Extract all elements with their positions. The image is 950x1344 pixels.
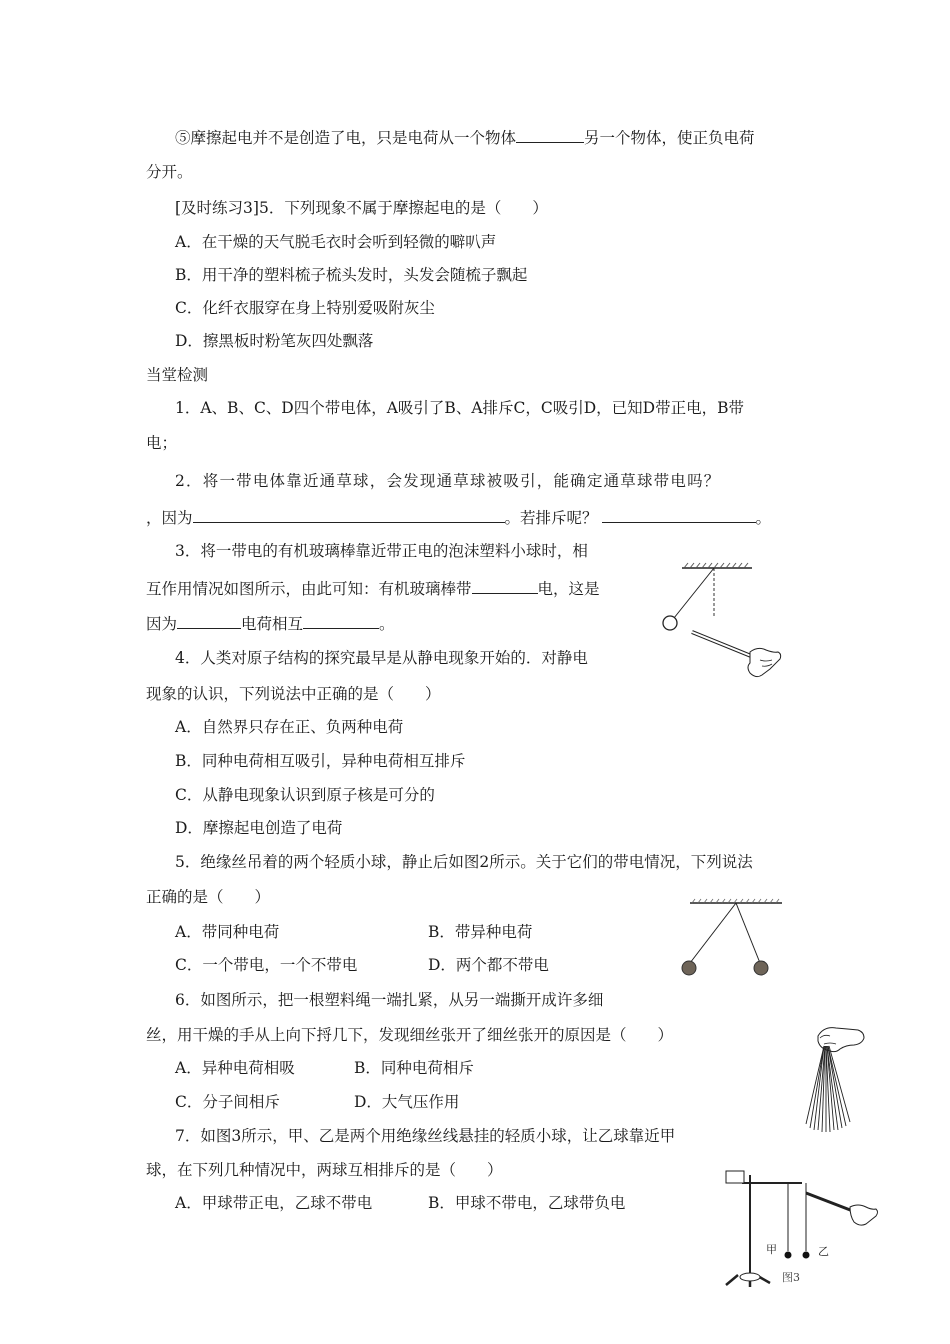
label-jia: 甲 bbox=[766, 1243, 777, 1256]
q4-option-d: D．摩擦起电创造了电荷 bbox=[175, 819, 343, 837]
text: 。 bbox=[379, 615, 395, 633]
q6-option-b: B．同种电荷相斥 bbox=[354, 1059, 474, 1077]
q5-line2: 正确的是（ ） bbox=[146, 888, 271, 906]
answer-blank[interactable] bbox=[193, 506, 505, 523]
q4-line1: 4．人类对原子结构的探究最早是从静电现象开始的．对静电 bbox=[175, 649, 588, 667]
q4-option-b: B．同种电荷相互吸引，异种电荷相互排斥 bbox=[175, 752, 466, 770]
q6-option-a: A．异种电荷相吸 bbox=[175, 1059, 295, 1077]
figure-rod-repels-ball bbox=[650, 560, 790, 690]
text: 因为 bbox=[146, 615, 178, 633]
q3-line1: 3．将一带电的有机玻璃棒靠近带正电的泡沫塑料小球时，相 bbox=[175, 542, 588, 560]
q5-option-c: C．一个带电，一个不带电 bbox=[175, 956, 358, 974]
q2-line1: 2．将一带电体靠近通草球，会发现通草球被吸引，能确定通草球带电吗？ bbox=[175, 472, 721, 490]
text: 互作用情况如图所示，由此可知：有机玻璃棒带 bbox=[146, 580, 472, 598]
practice-option-c: C．化纤衣服穿在身上特别爱吸附灰尘 bbox=[175, 299, 435, 317]
text: 电荷相互 bbox=[241, 615, 304, 633]
q2-line2 bbox=[146, 506, 771, 528]
text: ，因为 bbox=[146, 509, 193, 527]
section-heading: 当堂检测 bbox=[146, 366, 209, 384]
answer-blank[interactable] bbox=[472, 577, 538, 594]
q-friction-line2: 分开。 bbox=[146, 163, 193, 181]
figure-caption: 图3 bbox=[782, 1271, 800, 1284]
q3-line2 bbox=[146, 577, 600, 599]
q6-line1: 6．如图所示，把一根塑料绳一端扎紧，从另一端撕开成许多细 bbox=[175, 991, 604, 1009]
practice-option-d: D．擦黑板时粉笔灰四处飘落 bbox=[175, 332, 374, 350]
q7-line1: 7．如图3所示，甲、乙是两个用绝缘丝线悬挂的轻质小球，让乙球靠近甲 bbox=[175, 1127, 676, 1145]
q5-option-d: D．两个都不带电 bbox=[428, 956, 549, 974]
answer-blank[interactable] bbox=[303, 612, 379, 629]
text: 另一个物体，使正负电荷 bbox=[584, 129, 755, 147]
figure-two-balls-fig2 bbox=[680, 895, 790, 985]
q7-option-a: A．甲球带正电，乙球不带电 bbox=[175, 1194, 373, 1212]
practice-option-a: A．在干燥的天气脱毛衣时会听到轻微的噼叭声 bbox=[175, 233, 497, 251]
text: ⑤摩擦起电并不是创造了电，只是电荷从一个物体 bbox=[175, 129, 517, 147]
q6-line2: 丝，用干燥的手从上向下捋几下，发现细丝张开了细丝张开的原因是（ ） bbox=[146, 1026, 674, 1044]
figure-plastic-strands bbox=[800, 1018, 870, 1138]
q4-line2: 现象的认识，下列说法中正确的是（ ） bbox=[146, 685, 441, 703]
q-friction-line1 bbox=[175, 126, 755, 148]
text: 电，这是 bbox=[537, 580, 600, 598]
label-yi: 乙 bbox=[818, 1245, 829, 1258]
figure-jia-yi-fig3 bbox=[722, 1163, 892, 1293]
practice-question: [及时练习3]5．下列现象不属于摩擦起电的是（ ） bbox=[175, 199, 548, 217]
q4-option-c: C．从静电现象认识到原子核是可分的 bbox=[175, 786, 435, 804]
answer-blank[interactable] bbox=[602, 506, 756, 523]
q5-option-a: A．带同种电荷 bbox=[175, 923, 280, 941]
q7-option-b: B．甲球不带电，乙球带负电 bbox=[428, 1194, 626, 1212]
practice-option-b: B．用干净的塑料梳子梳头发时，头发会随梳子飘起 bbox=[175, 266, 528, 284]
q3-line3 bbox=[146, 612, 395, 634]
q6-option-c: C．分子间相斥 bbox=[175, 1093, 280, 1111]
q5-option-b: B．带异种电荷 bbox=[428, 923, 533, 941]
answer-blank[interactable] bbox=[516, 126, 584, 143]
q5-line1: 5．绝缘丝吊着的两个轻质小球，静止后如图2所示。关于它们的带电情况，下列说法 bbox=[175, 853, 753, 871]
text: 。若排斥呢？ bbox=[504, 509, 598, 527]
q6-option-d: D．大气压作用 bbox=[354, 1093, 460, 1111]
text: 。 bbox=[755, 509, 772, 527]
q1-line1: 1．A、B、C、D四个带电体，A吸引了B、A排斥C，C吸引D，已知D带正电，B带 bbox=[175, 399, 744, 417]
q7-line2: 球，在下列几种情况中，两球互相排斥的是（ ） bbox=[146, 1161, 503, 1179]
q4-option-a: A．自然界只存在正、负两种电荷 bbox=[175, 718, 404, 736]
q1-line2: 电； bbox=[146, 434, 178, 452]
answer-blank[interactable] bbox=[177, 612, 241, 629]
